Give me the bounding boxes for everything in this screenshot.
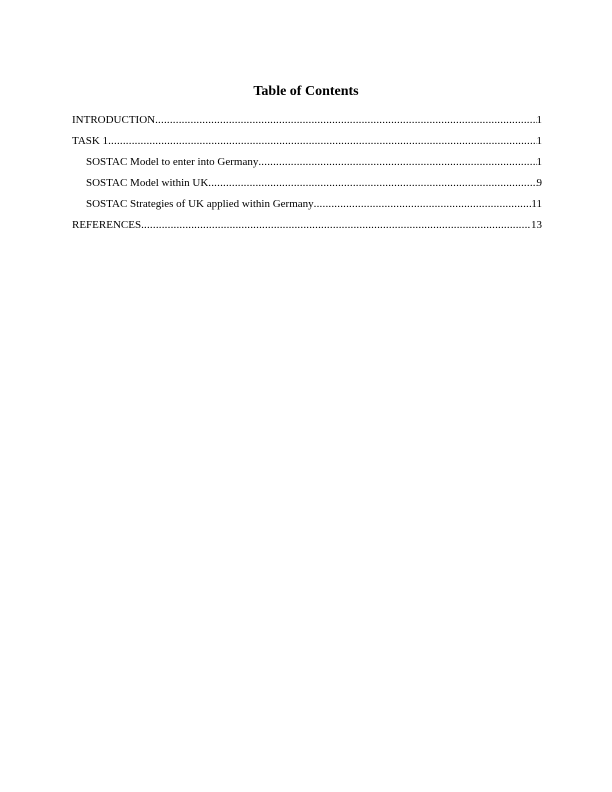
- toc-page-number: 1: [536, 135, 542, 147]
- toc-page-number: 1: [536, 156, 542, 168]
- page-title: Table of Contents: [253, 84, 359, 99]
- toc-dot-leader: [314, 197, 532, 211]
- toc-entry-label: INTRODUCTION: [72, 114, 156, 126]
- toc-entry-label: TASK 1: [72, 135, 109, 147]
- toc-entry-sostac-strategies[interactable]: [72, 197, 542, 218]
- toc-entry-references[interactable]: [72, 218, 542, 239]
- toc-entry-task-1[interactable]: [72, 134, 542, 155]
- toc-dot-leader: [108, 134, 536, 148]
- toc-page-number: 11: [531, 198, 542, 210]
- toc-dot-leader: [141, 218, 531, 232]
- toc-page-number: 1: [536, 114, 542, 126]
- toc-page-number: 9: [536, 177, 542, 189]
- toc-page-number: 13: [531, 219, 542, 231]
- table-of-contents: [72, 113, 542, 239]
- toc-entry-label: REFERENCES: [72, 219, 142, 231]
- toc-entry-label: SOSTAC Strategies of UK applied within Germany: [86, 198, 314, 210]
- toc-dot-leader: [208, 176, 536, 190]
- toc-entry-label: SOSTAC Model to enter into Germany: [86, 156, 259, 168]
- toc-dot-leader: [155, 113, 536, 127]
- toc-entry-sostac-germany[interactable]: [72, 155, 542, 176]
- toc-entry-label: SOSTAC Model within UK: [86, 177, 209, 189]
- toc-entry-sostac-uk[interactable]: [72, 176, 542, 197]
- toc-dot-leader: [258, 155, 536, 169]
- toc-entry-introduction[interactable]: [72, 113, 542, 134]
